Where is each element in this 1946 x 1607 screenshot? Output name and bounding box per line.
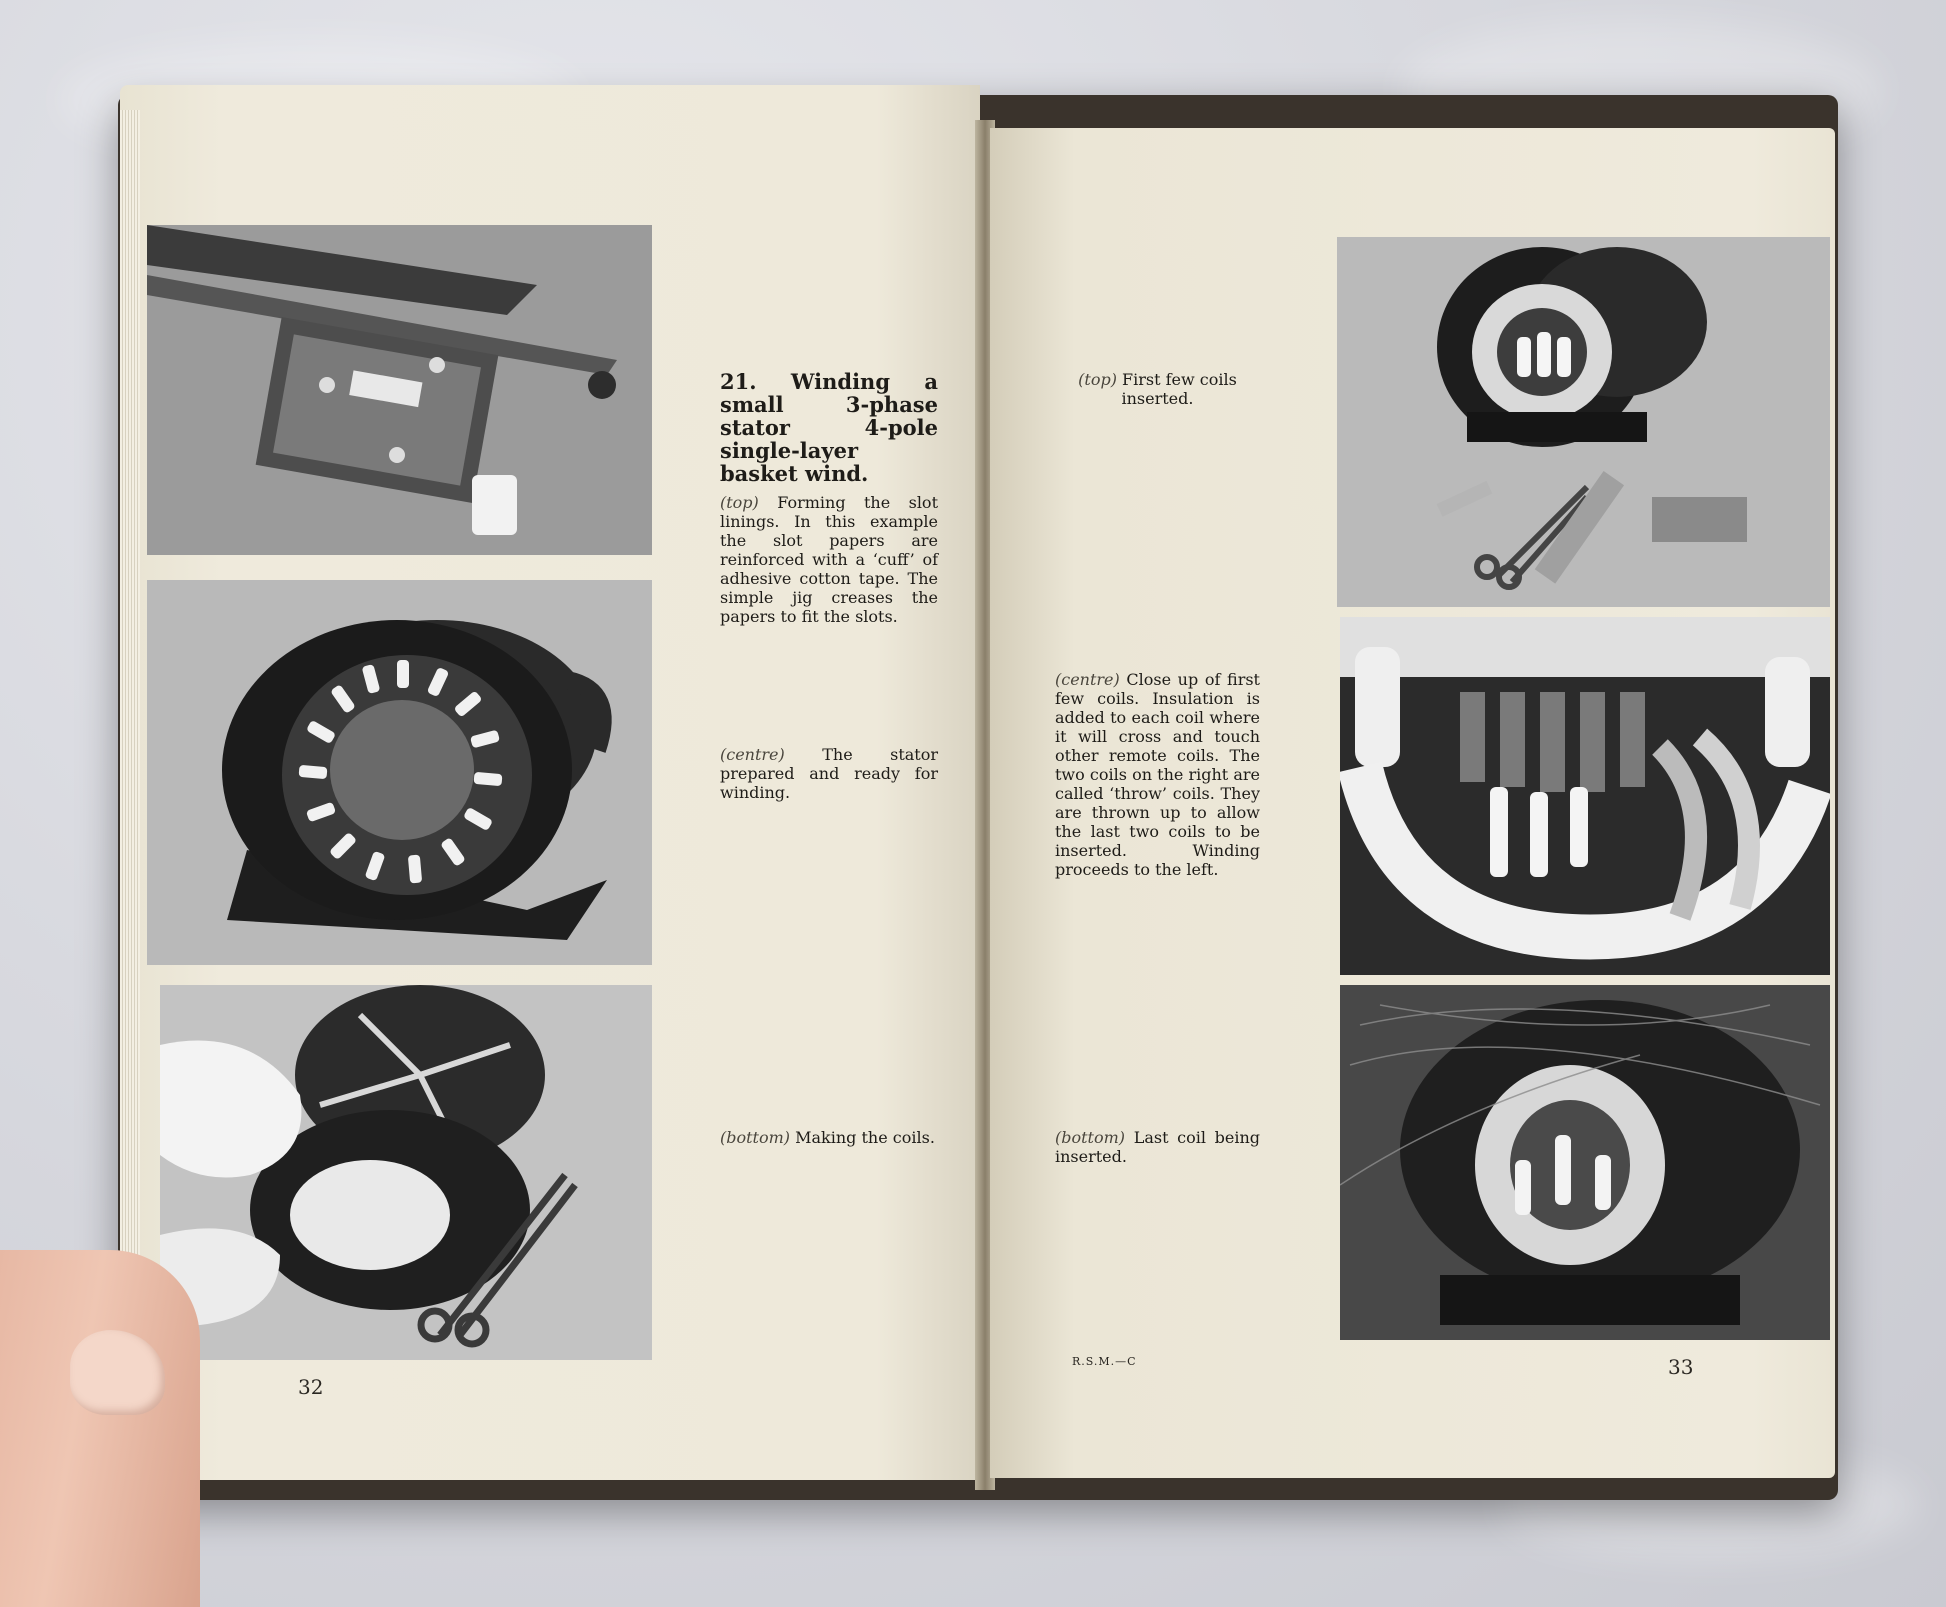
photo-close-up-coils — [1340, 617, 1830, 975]
caption-top-text: First few coils inserted. — [1121, 370, 1237, 408]
caption-centre-text: Close up of first few coils. Insulation is added to each coil where it will cross and touch other remote coils. The two coils on the right are called ‘throw’ coils. They are thrown up to allow the last two coils to be inserted. Winding proceeds to the left. — [1055, 670, 1260, 879]
page-number-left: 32 — [298, 1375, 324, 1399]
caption-bottom-text: Last coil being inserted. — [1055, 1128, 1260, 1166]
caption-tag-bottom: (bottom) — [720, 1128, 791, 1147]
section-heading: 21. Winding a small 3-phase stator 4-pole single-layer basket wind. — [720, 369, 938, 486]
caption-centre-left — [720, 745, 938, 802]
photo-first-coils-inserted — [1337, 237, 1830, 607]
caption-top-text: Forming the slot linings. In this example the slot papers are reinforced with a ‘cuff’ of adhesive cotton tape. The simple jig creases the papers to fit the slots. — [720, 493, 938, 626]
caption-centre-right — [1055, 670, 1260, 879]
caption-centre-text: The stator prepared and ready for winding. — [720, 745, 938, 802]
caption-bottom-left — [720, 1128, 938, 1147]
photo-last-coil-inserted — [1340, 985, 1830, 1340]
caption-tag-centre: (centre) — [720, 745, 785, 764]
caption-heading-block — [720, 370, 938, 626]
caption-tag-top: (top) — [720, 493, 759, 512]
caption-tag-centre: (centre) — [1055, 670, 1120, 689]
caption-bottom-text: Making the coils. — [795, 1128, 935, 1147]
photo-making-coils — [160, 985, 652, 1360]
photo-stator-prepared — [147, 580, 652, 965]
caption-bottom-right — [1055, 1128, 1260, 1166]
caption-tag-top: (top) — [1078, 370, 1117, 389]
photo-slot-lining-jig — [147, 225, 652, 555]
page-number-right: 33 — [1668, 1355, 1694, 1379]
caption-tag-bottom: (bottom) — [1055, 1128, 1126, 1147]
signature-mark: R.S.M.—C — [1072, 1355, 1137, 1368]
caption-top-right — [1055, 370, 1260, 408]
hand-thumb — [0, 1250, 200, 1607]
